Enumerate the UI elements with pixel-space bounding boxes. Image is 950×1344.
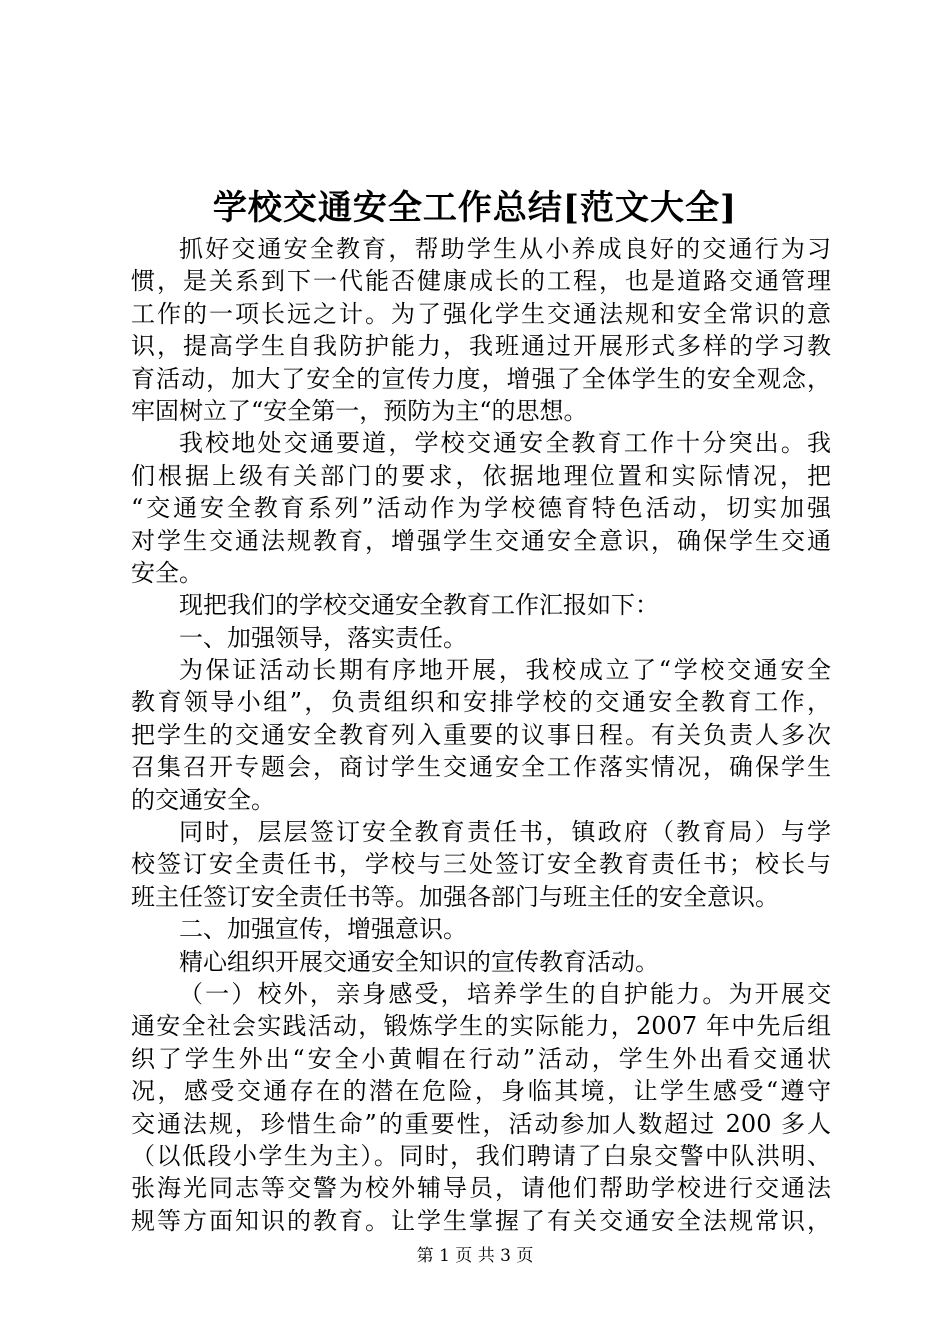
text-line: 通安全社会实践活动，锻炼学生的实际能力，2007 年中先后组 <box>131 1012 831 1041</box>
text-line: 精心组织开展交通安全知识的宣传教育活动。 <box>179 947 659 976</box>
text-line: 的交通安全。 <box>131 785 275 814</box>
text-line: 识，提高学生自我防护能力，我班通过开展形式多样的学习教 <box>131 332 831 361</box>
document-body <box>131 233 831 1237</box>
text-line: 牢固树立了“安全第一，预防为主“的思想。 <box>131 396 588 425</box>
text-line: 校签订安全责任书，学校与三处签订安全教育责任书；校长与 <box>131 850 831 879</box>
text-line: 织了学生外出“安全小黄帽在行动”活动，学生外出看交通状 <box>131 1044 831 1073</box>
text-line: 育活动，加大了安全的宣传力度，增强了全体学生的安全观念， <box>131 364 831 393</box>
text-line: 班主任签订安全责任书等。加强各部门与班主任的安全意识。 <box>131 882 779 911</box>
text-line: 把学生的交通安全教育列入重要的议事日程。有关负责人多次 <box>131 720 831 749</box>
text-line: 规等方面知识的教育。让学生掌握了有关交通安全法规常识， <box>131 1206 831 1235</box>
text-line: 现把我们的学校交通安全教育工作汇报如下： <box>179 591 659 620</box>
text-line: 同时，层层签订安全教育责任书，镇政府（教育局）与学 <box>179 818 831 847</box>
text-line: 交通法规，珍惜生命”的重要性，活动参加人数超过 200 多人 <box>131 1109 831 1138</box>
text-line: 我校地处交通要道，学校交通安全教育工作十分突出。我 <box>179 429 831 458</box>
text-line: 惯，是关系到下一代能否健康成长的工程，也是道路交通管理 <box>131 267 831 296</box>
text-line: 二、加强宣传，增强意识。 <box>179 915 467 944</box>
document-title: 学校交通安全工作总结[范文大全] <box>212 188 738 228</box>
text-line: 们根据上级有关部门的要求，依据地理位置和实际情况，把 <box>131 461 831 490</box>
text-line: 工作的一项长远之计。为了强化学生交通法规和安全常识的意 <box>131 299 831 328</box>
text-line: （一）校外，亲身感受，培养学生的自护能力。为开展交 <box>179 979 831 1008</box>
text-line: 张海光同志等交警为校外辅导员，请他们帮助学校进行交通法 <box>131 1174 831 1203</box>
text-line: 况，感受交通存在的潜在危险，身临其境，让学生感受“遵守 <box>131 1077 831 1106</box>
text-line: 安全。 <box>131 558 203 587</box>
text-line: “交通安全教育系列”活动作为学校德育特色活动，切实加强 <box>131 494 831 523</box>
text-line: 对学生交通法规教育，增强学生交通安全意识，确保学生交通 <box>131 526 831 555</box>
text-line: （以低段小学生为主）。同时，我们聘请了白泉交警中队洪明、 <box>131 1141 831 1170</box>
text-line: 一、加强领导，落实责任。 <box>179 623 467 652</box>
text-line: 教育领导小组”，负责组织和安排学校的交通安全教育工作， <box>131 688 831 717</box>
text-line: 抓好交通安全教育，帮助学生从小养成良好的交通行为习 <box>179 235 831 263</box>
page-footer: 第 1 页 共 3 页 <box>416 1246 534 1266</box>
text-line: 为保证活动长期有序地开展，我校成立了“学校交通安全 <box>179 656 831 685</box>
text-line: 召集召开专题会，商讨学生交通安全工作落实情况，确保学生 <box>131 753 831 782</box>
